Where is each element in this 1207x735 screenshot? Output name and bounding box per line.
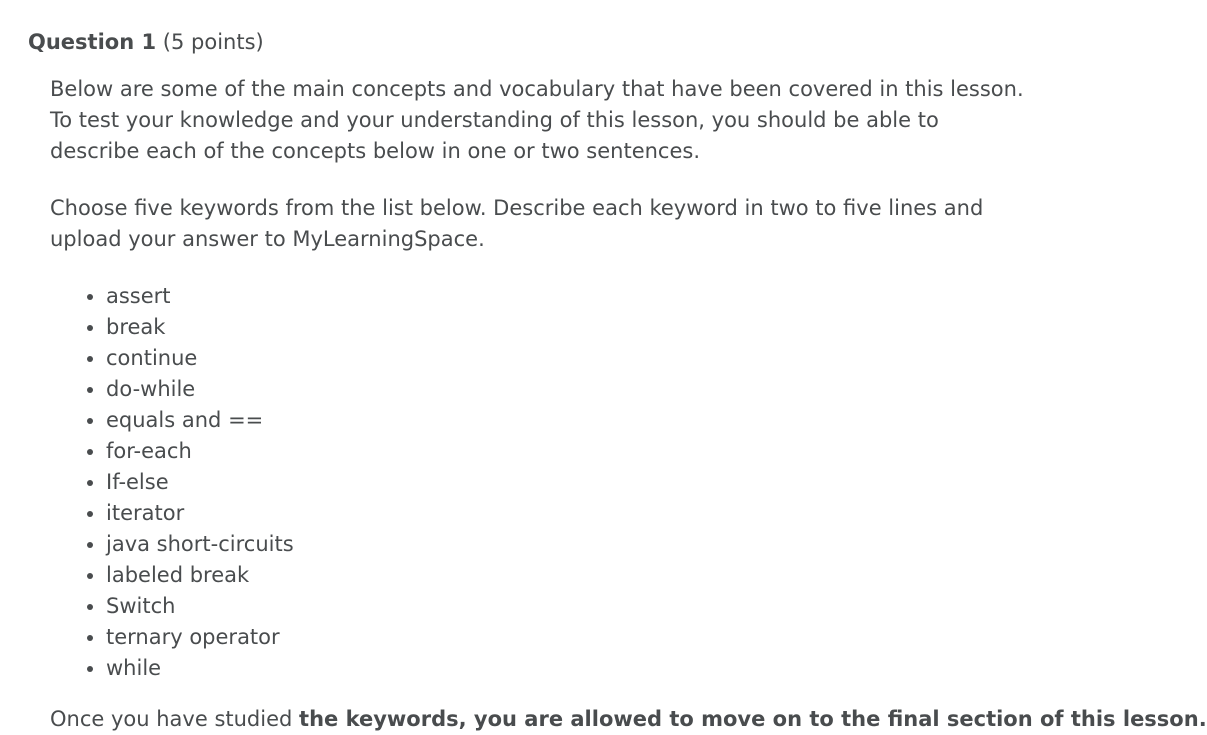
keyword-item: If-else [106,467,1030,498]
cutoff-bold-text: the keywords, you are allowed to move on to the final section of this lesson. [299,707,1207,731]
keyword-item: break [106,312,1030,343]
keyword-item: iterator [106,498,1030,529]
keyword-item: for-each [106,436,1030,467]
keyword-item: Switch [106,591,1030,622]
keyword-item: do-while [106,374,1030,405]
question-points: (5 points) [162,30,264,54]
question-body [50,74,1030,684]
keyword-item: while [106,653,1030,684]
question-title: Question 1 [28,30,157,54]
keyword-item: ternary operator [106,622,1030,653]
keyword-item: java short-circuits [106,529,1030,560]
keyword-item: labeled break [106,560,1030,591]
question-header [28,28,264,56]
cutoff-paragraph [50,704,1207,735]
keyword-item: continue [106,343,1030,374]
keyword-item: assert [106,281,1030,312]
question-description: Below are some of the main concepts and vocabulary that have been covered in this lesson. To test your knowledge and your understanding of this lesson, you should be able to describe each of the concepts below in one or two sentences. [50,77,1024,163]
question-instructions: Choose five keywords from the list below. Describe each keyword in two to five lines and upload your answer to MyLearningSpace. [50,196,984,251]
cutoff-text-start: Once you have studied [50,707,300,731]
keyword-list [50,281,1030,684]
keyword-item: equals and == [106,405,1030,436]
